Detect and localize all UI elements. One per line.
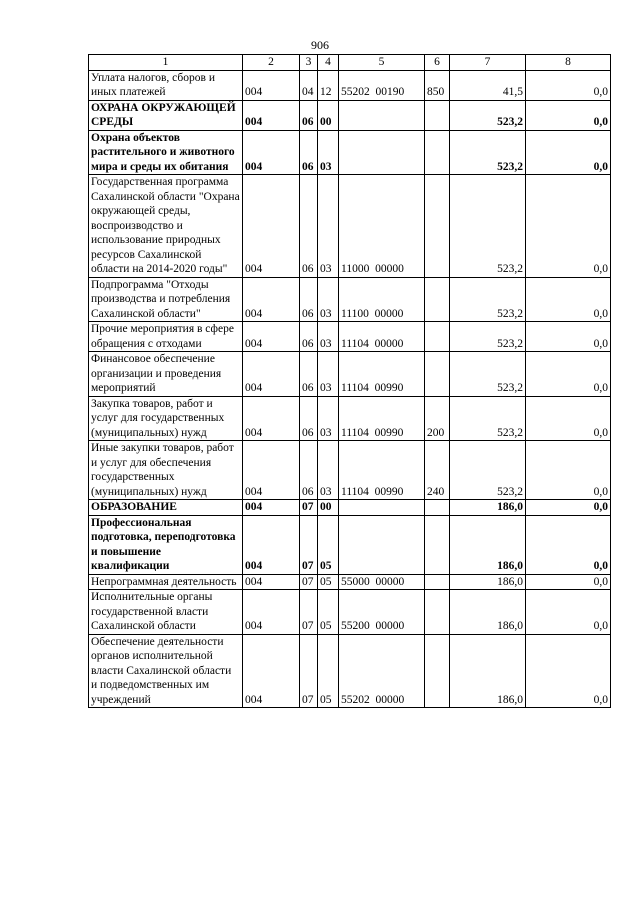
section-cell: 06 bbox=[300, 130, 318, 175]
subsection-cell: 05 bbox=[318, 634, 339, 708]
ministry-code-cell: 004 bbox=[243, 130, 300, 175]
budget-table bbox=[88, 54, 611, 708]
target-article-cell: 55000 00000 bbox=[339, 574, 425, 590]
subsection-cell: 03 bbox=[318, 277, 339, 322]
subsection-cell: 03 bbox=[318, 396, 339, 441]
subsection-cell: 12 bbox=[318, 70, 339, 100]
amount-cell: 523,2 bbox=[450, 175, 526, 278]
table-row bbox=[89, 352, 611, 397]
subsection-cell: 00 bbox=[318, 100, 339, 130]
expense-type-cell bbox=[425, 322, 450, 352]
target-article-cell bbox=[339, 515, 425, 574]
subsection-cell: 03 bbox=[318, 130, 339, 175]
section-cell: 04 bbox=[300, 70, 318, 100]
table-row bbox=[89, 441, 611, 500]
column-header: 4 bbox=[318, 55, 339, 71]
amount-cell: 41,5 bbox=[450, 70, 526, 100]
ministry-code-cell: 004 bbox=[243, 352, 300, 397]
section-cell: 06 bbox=[300, 441, 318, 500]
amount-cell: 523,2 bbox=[450, 100, 526, 130]
ministry-code-cell: 004 bbox=[243, 441, 300, 500]
row-name-cell: Уплата налогов, сборов и иных платежей bbox=[89, 70, 243, 100]
section-cell: 07 bbox=[300, 515, 318, 574]
table-header-row bbox=[89, 55, 611, 71]
target-article-cell: 55202 00000 bbox=[339, 634, 425, 708]
table-row bbox=[89, 130, 611, 175]
expense-type-cell bbox=[425, 500, 450, 516]
ministry-code-cell: 004 bbox=[243, 590, 300, 635]
amount-secondary-cell: 0,0 bbox=[526, 130, 611, 175]
amount-cell: 523,2 bbox=[450, 396, 526, 441]
row-name-cell: Государственная программа Сахалинской области "Охрана окружающей среды, воспроизводство и использование природных ресурсов Сахалинской области на 2014-2020 годы" bbox=[89, 175, 243, 278]
amount-secondary-cell: 0,0 bbox=[526, 590, 611, 635]
column-header: 3 bbox=[300, 55, 318, 71]
column-header: 1 bbox=[89, 55, 243, 71]
target-article-cell: 11104 00000 bbox=[339, 322, 425, 352]
ministry-code-cell: 004 bbox=[243, 100, 300, 130]
amount-secondary-cell: 0,0 bbox=[526, 277, 611, 322]
table-row bbox=[89, 590, 611, 635]
expense-type-cell: 850 bbox=[425, 70, 450, 100]
expense-type-cell bbox=[425, 590, 450, 635]
target-article-cell: 55200 00000 bbox=[339, 590, 425, 635]
amount-secondary-cell: 0,0 bbox=[526, 70, 611, 100]
table-row bbox=[89, 634, 611, 708]
expense-type-cell bbox=[425, 634, 450, 708]
ministry-code-cell: 004 bbox=[243, 70, 300, 100]
row-name-cell: Профессиональная подготовка, переподготовка и повышение квалификации bbox=[89, 515, 243, 574]
ministry-code-cell: 004 bbox=[243, 277, 300, 322]
expense-type-cell bbox=[425, 515, 450, 574]
section-cell: 06 bbox=[300, 175, 318, 278]
amount-cell: 523,2 bbox=[450, 322, 526, 352]
column-header: 6 bbox=[425, 55, 450, 71]
column-header: 8 bbox=[526, 55, 611, 71]
section-cell: 07 bbox=[300, 574, 318, 590]
ministry-code-cell: 004 bbox=[243, 175, 300, 278]
page-number: 906 bbox=[311, 38, 329, 52]
amount-secondary-cell: 0,0 bbox=[526, 500, 611, 516]
subsection-cell: 05 bbox=[318, 590, 339, 635]
amount-secondary-cell: 0,0 bbox=[526, 100, 611, 130]
expense-type-cell bbox=[425, 277, 450, 322]
row-name-cell: Иные закупки товаров, работ и услуг для обеспечения государственных (муниципальных) нужд bbox=[89, 441, 243, 500]
row-name-cell: Охрана объектов растительного и животного мира и среды их обитания bbox=[89, 130, 243, 175]
amount-cell: 523,2 bbox=[450, 130, 526, 175]
amount-cell: 186,0 bbox=[450, 574, 526, 590]
ministry-code-cell: 004 bbox=[243, 322, 300, 352]
amount-secondary-cell: 0,0 bbox=[526, 634, 611, 708]
section-cell: 06 bbox=[300, 100, 318, 130]
table-row bbox=[89, 175, 611, 278]
table-row bbox=[89, 574, 611, 590]
column-header: 7 bbox=[450, 55, 526, 71]
amount-cell: 523,2 bbox=[450, 352, 526, 397]
table-row bbox=[89, 396, 611, 441]
table-row bbox=[89, 515, 611, 574]
section-cell: 06 bbox=[300, 396, 318, 441]
ministry-code-cell: 004 bbox=[243, 500, 300, 516]
target-article-cell: 11100 00000 bbox=[339, 277, 425, 322]
amount-secondary-cell: 0,0 bbox=[526, 352, 611, 397]
ministry-code-cell: 004 bbox=[243, 396, 300, 441]
amount-cell: 186,0 bbox=[450, 634, 526, 708]
expense-type-cell: 200 bbox=[425, 396, 450, 441]
subsection-cell: 05 bbox=[318, 515, 339, 574]
row-name-cell: Исполнительные органы государственной власти Сахалинской области bbox=[89, 590, 243, 635]
expense-type-cell bbox=[425, 130, 450, 175]
section-cell: 06 bbox=[300, 322, 318, 352]
table-row bbox=[89, 322, 611, 352]
table-row bbox=[89, 500, 611, 516]
subsection-cell: 03 bbox=[318, 352, 339, 397]
amount-cell: 186,0 bbox=[450, 590, 526, 635]
ministry-code-cell: 004 bbox=[243, 515, 300, 574]
amount-cell: 523,2 bbox=[450, 277, 526, 322]
ministry-code-cell: 004 bbox=[243, 574, 300, 590]
target-article-cell: 11104 00990 bbox=[339, 396, 425, 441]
amount-cell: 186,0 bbox=[450, 500, 526, 516]
row-name-cell: Подпрограмма "Отходы производства и потребления Сахалинской области" bbox=[89, 277, 243, 322]
subsection-cell: 03 bbox=[318, 441, 339, 500]
target-article-cell: 11000 00000 bbox=[339, 175, 425, 278]
ministry-code-cell: 004 bbox=[243, 634, 300, 708]
amount-secondary-cell: 0,0 bbox=[526, 441, 611, 500]
row-name-cell: ОХРАНА ОКРУЖАЮЩЕЙ СРЕДЫ bbox=[89, 100, 243, 130]
column-header: 2 bbox=[243, 55, 300, 71]
expense-type-cell bbox=[425, 574, 450, 590]
target-article-cell: 11104 00990 bbox=[339, 441, 425, 500]
subsection-cell: 03 bbox=[318, 175, 339, 278]
amount-secondary-cell: 0,0 bbox=[526, 515, 611, 574]
subsection-cell: 03 bbox=[318, 322, 339, 352]
table-row bbox=[89, 100, 611, 130]
table-row bbox=[89, 70, 611, 100]
amount-secondary-cell: 0,0 bbox=[526, 574, 611, 590]
target-article-cell bbox=[339, 100, 425, 130]
amount-secondary-cell: 0,0 bbox=[526, 175, 611, 278]
row-name-cell: Закупка товаров, работ и услуг для государственных (муниципальных) нужд bbox=[89, 396, 243, 441]
row-name-cell: Непрограммная деятельность bbox=[89, 574, 243, 590]
target-article-cell: 11104 00990 bbox=[339, 352, 425, 397]
target-article-cell bbox=[339, 130, 425, 175]
target-article-cell: 55202 00190 bbox=[339, 70, 425, 100]
row-name-cell: Финансовое обеспечение организации и проведения мероприятий bbox=[89, 352, 243, 397]
amount-secondary-cell: 0,0 bbox=[526, 396, 611, 441]
row-name-cell: ОБРАЗОВАНИЕ bbox=[89, 500, 243, 516]
expense-type-cell bbox=[425, 352, 450, 397]
subsection-cell: 05 bbox=[318, 574, 339, 590]
expense-type-cell: 240 bbox=[425, 441, 450, 500]
amount-secondary-cell: 0,0 bbox=[526, 322, 611, 352]
amount-cell: 523,2 bbox=[450, 441, 526, 500]
column-header: 5 bbox=[339, 55, 425, 71]
section-cell: 06 bbox=[300, 277, 318, 322]
expense-type-cell bbox=[425, 100, 450, 130]
section-cell: 07 bbox=[300, 500, 318, 516]
subsection-cell: 00 bbox=[318, 500, 339, 516]
section-cell: 06 bbox=[300, 352, 318, 397]
table-row bbox=[89, 277, 611, 322]
section-cell: 07 bbox=[300, 634, 318, 708]
target-article-cell bbox=[339, 500, 425, 516]
row-name-cell: Прочие мероприятия в сфере обращения с отходами bbox=[89, 322, 243, 352]
expense-type-cell bbox=[425, 175, 450, 278]
row-name-cell: Обеспечение деятельности органов исполнительной власти Сахалинской области и подведомственных им учреждений bbox=[89, 634, 243, 708]
section-cell: 07 bbox=[300, 590, 318, 635]
amount-cell: 186,0 bbox=[450, 515, 526, 574]
